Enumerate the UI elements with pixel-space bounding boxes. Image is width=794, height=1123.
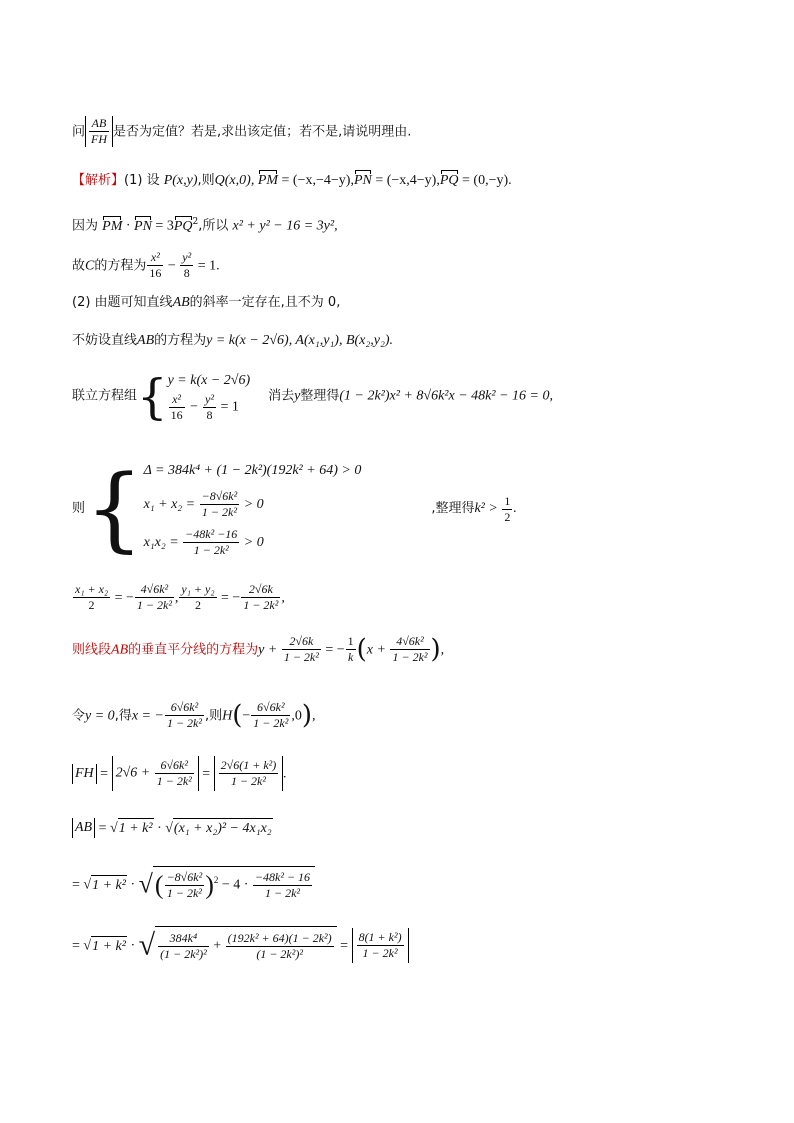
intercept-line: 令y = 0,得x = − $\frac{\text{6√6k²}}{\text{1 − 2k²}}$ ,则H(− $\frac{\text{6√6k²}}{\text{1 − 2k²}}$ ,0), [72,700,316,731]
vector-pm: PM [102,217,122,237]
fh-line [72,756,287,791]
system-row: $\frac{\text{x²}}{16}$ − $\frac{\text{y²}}{8}$ = 1 [170,392,239,422]
ratio-num: AB [89,116,109,132]
text: , [311,708,316,724]
frac-num: x² [169,392,185,408]
equation: (1 − 2k²)x² + 8√6k²x − 48k² − 16 = 0, [339,388,553,404]
frac-num: 8(1 + k²) [358,930,402,945]
sqrt-big: ( $\frac{\text{−8√6k²}}{\text{1 − 2k²}}$ )$^2$ − 4 · $\frac{\text{−48k² − 16}}{\text{1 − 2k²}}$ [153,866,315,904]
text: 令 [72,708,86,724]
text: = − [217,590,241,606]
text: ,所以 [198,218,233,234]
frac-den: (1 − 2k²)² [160,947,207,961]
ab-line-2: = √1 + k² · √( $\frac{\text{−8√6k²}}{\text{1 − 2k²}}$ )$^2$ − 4 · $\frac{\text{−48k² − 16}}{\text{1 − 2k²}}$ [72,866,315,904]
solution-tag: 【解析】 [72,173,125,188]
text: 的方程为 [154,333,207,348]
text: = [336,938,352,954]
point-q: Q(x,0) [214,173,251,188]
equation: y = k(x − 2√6) [206,333,289,348]
frac-num: 1 [347,634,354,648]
sqrt-expr: (x₁ + x₂)² − 4x₁x₂ [173,818,273,839]
curve-c: C [85,258,95,274]
frac-num: (192k² + 64)(1 − 2k²) [227,931,332,945]
text: = 1. [194,258,220,274]
text: , [281,590,285,606]
midpoint-line [72,582,285,613]
vector-pm: PM [258,171,278,191]
text: 的斜率一定存在,且不为 0, [189,295,341,310]
frac-num: −48k² −16 [185,527,238,542]
solution-line-2: 因为 PM · PN = $3PQ^2$,所以 x² + y² − 16 = 3y², [72,212,338,237]
frac-num: y₁ + y₂ [181,582,215,596]
equation-system: { y = k(x − 2√6) $\frac{\text{x²}}{16}$ − $\frac{\text{y²}}{8}$ = 1 [137,368,251,425]
frac-den: 1 − 2k² [193,543,229,558]
frac-den: 2 [504,509,511,524]
frac-den: 16 [170,408,183,422]
point-h: H [222,708,233,724]
solution-line-1: 【解析】(1) 设 P(x,y),则Q(x,0), PM = (−x,−4−y),PN = (−x,4−y),PQ = (0,−y). [72,170,512,191]
fh-abs-expr [112,756,199,791]
frac-den: 1 − 2k² [264,886,300,900]
text: 则 [72,501,86,516]
frac-num: y² [182,250,192,264]
text: ,则 [197,173,215,188]
text: 因为 [72,218,103,234]
fh-abs-result [214,756,284,791]
text: 的垂直平分线的方程为 [128,642,259,658]
frac-den: 1 − 2k² [230,774,266,788]
frac-num: 2√6k [241,582,280,598]
frac-num: 1 [504,493,511,508]
frac-den: 1 − 2k² [136,598,172,612]
ab-line-3: = √1 + k² · √ $\frac{\text{384k⁴}}{\text{(1 − 2k²)²}}$ + $\frac{\text{(192k² + 64)(1 − 2k²)}}{\text{(1 − 2k²)²}}$ = $\frac{\text{8(1 + k²)}}{\text{1 − 2k²}}$ [72,926,409,966]
frac-num: 6√6k² [155,758,194,774]
text: 整理得 [300,388,340,404]
frac-num: −8√6k² [166,870,203,884]
vector-pn: PN [354,171,372,191]
text: (2) 由题可知直线 [72,295,173,310]
text: 故 [72,258,86,274]
ratio-abs [85,116,113,147]
frac-num: 6√6k² [251,700,290,716]
frac-num: x₁ + x₂ [75,582,109,596]
frac-den: 2 [194,598,201,612]
text: y + [258,642,281,658]
frac-den: 16 [149,266,162,280]
frac-den: 8 [206,408,213,422]
frac-den: 1 − 2k² [166,886,202,900]
conditions-line [72,456,517,562]
text: − [242,708,251,724]
vector-pq-value: = (0,−y). [458,173,512,188]
text: 不妨设直线 [72,333,138,348]
text: = [72,877,84,893]
text: = − [321,642,345,658]
sqrt-expr: 1 + k² [91,936,127,957]
ratio-den: FH [91,132,108,146]
vector-pm-value: = (−x,−4−y), [278,173,354,188]
conditions-system: { Δ = 384k⁴ + (1 − 2k²)(192k² + 64) > 0 x₁ + x₂ = $\frac{\text{−8√6k²}}{\text{1 − 2k²}}$ > 0 x₁x₂ = $\frac{\text{−48k² −16}}{\text{1 − 2k²}}$ > 0 [85,455,362,562]
text: , [174,590,179,606]
frac-den: (1 − 2k²)² [256,947,303,961]
frac-den: k [347,650,354,664]
frac-den: 1 − 2k² [362,946,398,961]
line-ab: AB [137,333,155,348]
frac-num: y² [205,392,214,406]
text: > 0 [240,535,264,550]
frac-num: x² [147,250,163,266]
point-p: P(x,y) [163,173,198,188]
text: = 3 [151,218,174,234]
text: 联立方程组 [72,388,138,404]
var-y: y [294,388,301,404]
vector-pq: PQ [174,217,193,237]
frac-num: 4√6k² [390,634,429,650]
sqrt-expr: 1 + k² [91,875,127,896]
text: ,则 [204,708,223,724]
text: 则线段 [72,642,112,658]
ab-line-1: AB = √1 + k² · √(x₁ + x₂)² − 4x₁x₂ [72,818,273,839]
frac-den: 1 − 2k² [243,598,279,612]
question-prefix: 问 [72,124,86,140]
frac-den: 1 − 2k² [201,505,237,520]
question-line [72,116,411,147]
text: · [153,821,166,836]
part2-line-1 [72,292,340,313]
frac-den: 8 [183,266,190,280]
text: = [72,938,84,954]
vector-pn-value: = (−x,4−y), [371,173,440,188]
text: = [95,821,111,836]
frac-num: −48k² − 16 [254,870,311,884]
bisector-line: 则线段AB的垂直平分线的方程为y + $\frac{2√6k}{\text{1 − 2k²}}$ = − $\frac{1}{k}$ (x + $\frac{\text{4√6k²}}{\text{1 − 2k²}}$ ), [72,634,445,665]
inequality: k² > [474,501,502,516]
ab-result-abs [352,928,409,963]
fh-abs: FH [72,764,97,784]
frac-den: 1 − 2k² [283,650,319,664]
text: x + [366,642,390,658]
text: x₁x₂ = [143,535,183,550]
solution-line-3: 故C的方程为 $\frac{\text{x²}}{16}$ − $\frac{\text{y²}}{8}$ = 1. [72,250,220,280]
text: (1) 设 [124,173,164,188]
frac-num: 6√6k² [165,700,204,716]
frac-num: 2√6(1 + k²) [220,758,277,772]
text: 消去 [268,388,295,404]
text: = [198,766,214,782]
text: ,0 [291,708,302,724]
text: + [209,938,225,954]
frac-den: 1 − 2k² [253,716,289,730]
frac-den: 2 [88,598,95,612]
text: 2√6 + [115,765,154,781]
part2-line-2 [72,330,393,351]
frac-den: 1 − 2k² [166,716,202,730]
system-row: y = k(x − 2√6) [167,373,251,388]
text: 的方程为 [94,258,147,274]
vector-pn: PN [134,217,152,237]
line-ab: AB [111,642,129,658]
text: . [283,766,287,782]
ab-abs: AB [72,818,95,838]
sum-row [144,486,362,524]
discriminant-row: Δ = 384k⁴ + (1 − 2k²)(192k² + 64) > 0 [143,463,362,478]
system-line [72,370,553,423]
frac-num: 2√6k [282,634,321,650]
text: = 1 [216,399,239,415]
frac-num: −8√6k² [201,489,238,504]
sqrt-expr: 1 + k² [118,818,154,839]
text: . [513,501,517,516]
text: x₁ + x₂ = [143,497,199,512]
question-suffix: 是否为定值？若是,求出该定值；若不是,请说明理由. [113,124,412,140]
frac-num: 384k⁴ [158,931,209,947]
text: − 4 · [218,877,252,893]
text: = [96,766,112,782]
text: ,整理得 [431,501,475,516]
frac-den: 1 − 2k² [156,774,192,788]
text: > 0 [240,497,264,512]
sqrt-big [155,926,337,966]
frac-den: 1 − 2k² [392,650,428,664]
product-row [144,524,362,562]
frac-num: 4√6k² [135,582,174,598]
exponent: 2 [213,875,219,886]
text: ,得 [114,708,132,724]
text: = − [111,590,134,606]
vector-pq: PQ [440,171,459,191]
equation: y = 0 [85,708,115,724]
text: x = − [131,708,164,724]
points: , A(x₁,y₁), B(x₂,y₂). [288,333,394,348]
equation: x² + y² − 16 = 3y², [232,218,338,234]
text: · [126,938,139,954]
text: · [126,877,139,893]
line-ab: AB [172,295,190,310]
text: , [440,642,445,658]
